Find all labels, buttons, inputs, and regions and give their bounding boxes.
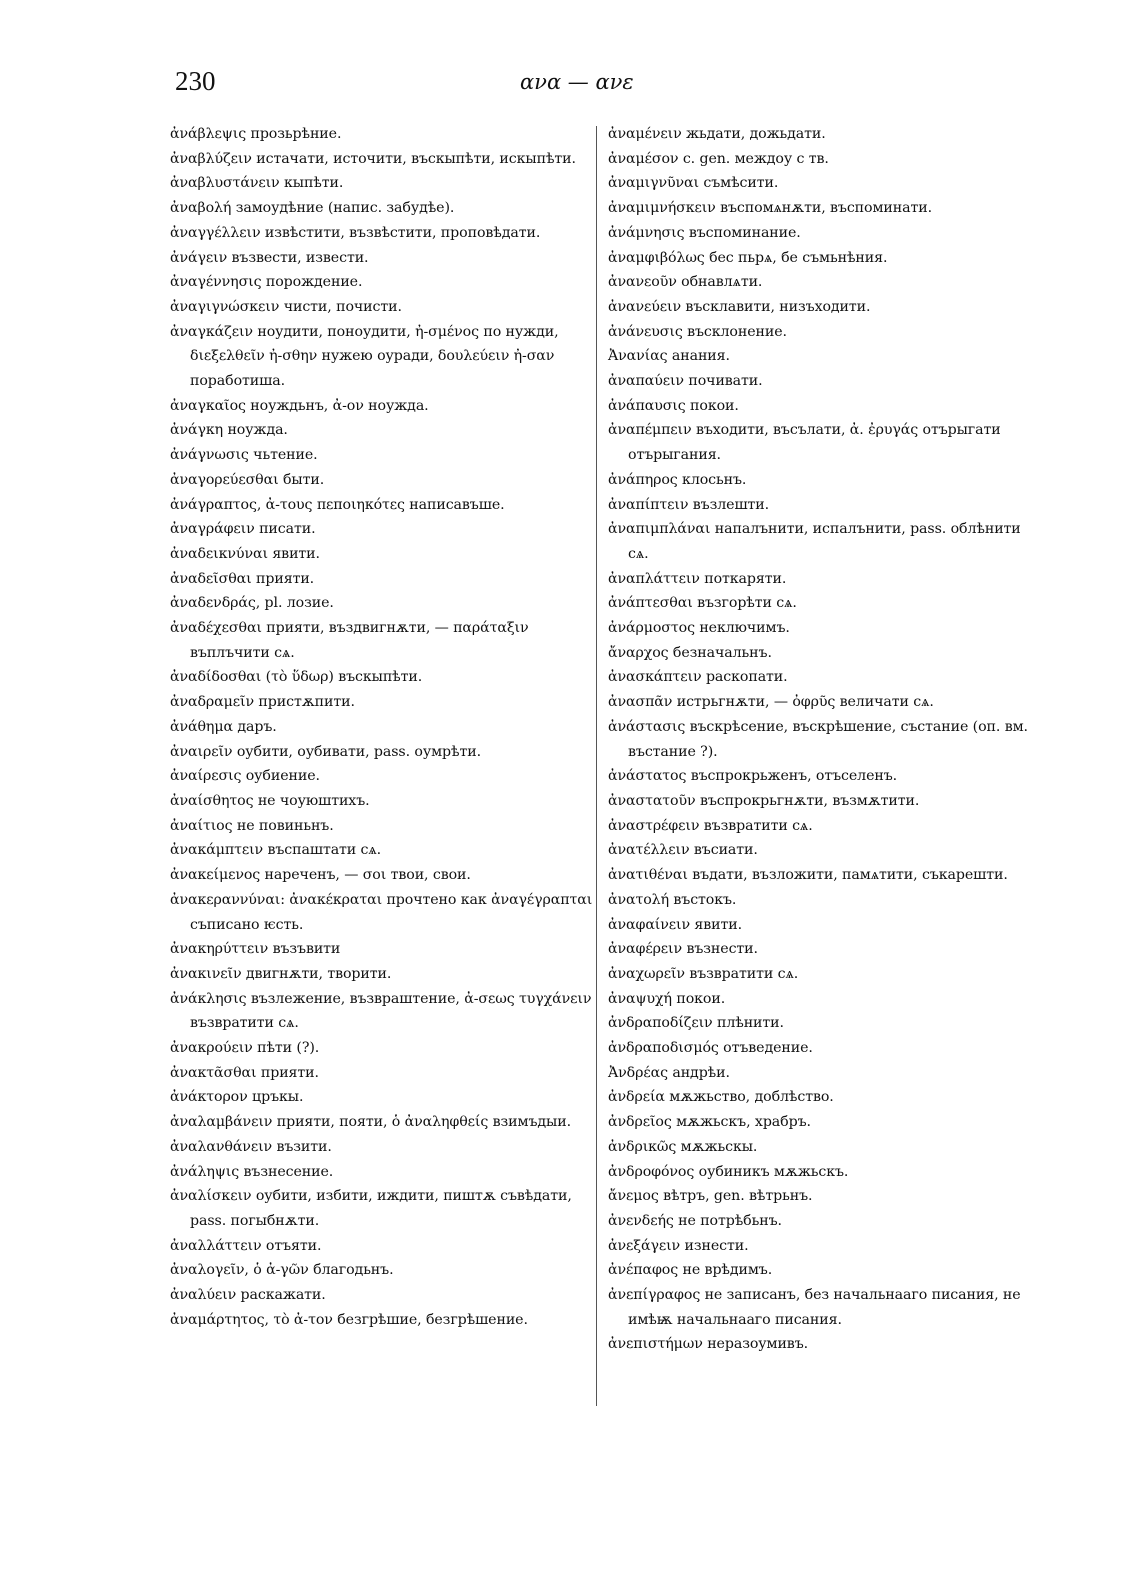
right-column [608,122,1033,1357]
dictionary-entry: ἀνάκλησις възлежение, възвраштение, ἀ-σεως τυγχάνειν възвратити сѧ. [170,990,592,1032]
dictionary-entry: ἀνάρμοστος неключимъ. [608,620,790,637]
dictionary-entry: ἀναδεῖσθαι прияти. [170,570,315,587]
dictionary-entry: ἀναπέμπειν въходити, въсълати, ἀ. ἐρυγάς отърыгати отърыгания. [608,422,1001,464]
dictionary-entry: ἀναμιμνήσκειν въспомѧнѫти, въспоминати. [608,200,932,217]
dictionary-entry: ἀναβλυστάνειν кыпѣти. [170,175,344,192]
dictionary-entry: ἀνασπᾶν истрьгнѫти, — ὀφρῦς величати сѧ. [608,694,934,711]
dictionary-entry: ἀνάγραπτος, ἀ-τους πεποιηκότες написавъше. [170,496,505,513]
dictionary-entry: ἀνάπαυσις покои. [608,397,739,414]
dictionary-entry: ἀνάγειν възвести, извести. [170,249,369,266]
dictionary-entry: ἀνατολή въстокъ. [608,891,737,908]
dictionary-entry: ἀναδεικνύναι явити. [170,545,320,562]
dictionary-entry: ἀνάληψις възнесение. [170,1163,334,1180]
left-column [170,122,595,1332]
dictionary-entry: ἀναδέχεσθαι прияти, въздвигнѫти, — παράταξιν въплъчити сѧ. [170,620,529,661]
dictionary-entry: ἀνακηρύττειν възъвити [170,941,341,958]
dictionary-entry: Ἀνανίας анания. [608,348,730,365]
dictionary-entry: ἀνδρικῶς мѫжьскы. [608,1138,758,1155]
dictionary-entry: ἀναγιγνώσκειν чисти, почисти. [170,298,402,315]
dictionary-entry: ἀνάπτεσθαι възгорѣти сѧ. [608,595,797,612]
dictionary-entry: ἀναγέννησις порождение. [170,274,363,291]
dictionary-entry: ἀναμέσον c. gen. междоу с тв. [608,150,829,167]
dictionary-entry: ἀνδρεία мѫжьство, доблѣство. [608,1089,834,1106]
dictionary-entry: ἀναπαύειν почивати. [608,373,763,390]
dictionary-entry: ἀναπλάττειν поткаряти. [608,570,787,587]
dictionary-entry: ἀναλλάττειν отъяти. [170,1237,322,1254]
dictionary-entry: ἀναλύειν раскажати. [170,1287,326,1304]
dictionary-entry: ἀναμφιβόλως бес пьрѧ, бе съмьнѣния. [608,249,888,266]
dictionary-entry: ἀνατέλλειν въсиати. [608,842,758,859]
dictionary-entry: ἀνακάμπτειν въспаштати сѧ. [170,842,382,859]
dictionary-entry: ἀναμένειν жьдати, дожьдати. [608,126,826,142]
dictionary-entry: ἀναγράφειν писати. [170,521,316,538]
dictionary-entry: ἄναρχος безначальнъ. [608,644,772,661]
dictionary-entry: ἀναμάρτητος, τὸ ἀ-τον безгрѣшие, безгрѣшение. [170,1311,528,1328]
dictionary-entry: ἀνδραποδισμός отъведение. [608,1040,813,1057]
dictionary-entry: ἀνάγνωσις чьтение. [170,447,318,464]
dictionary-entry: ἀνακτᾶσθαι прияти. [170,1064,319,1081]
page-number: 230 [175,66,216,96]
dictionary-entry: ἀνακείμενος нареченъ, — σοι твои, свои. [170,867,471,884]
dictionary-entry: ἀνάστατος въспрокрьженъ, отъселенъ. [608,768,898,785]
dictionary-entry: ἀνάστασις въскрѣсение, въскрѣшение, състание (оп. вм. въстание ?). [608,718,1028,760]
dictionary-entry: ἀναλανθάνειν възити. [170,1138,332,1155]
dictionary-entry: ἀνδρεῖος мѫжьскъ, храбръ. [608,1114,811,1131]
dictionary-entry: ἀνανεύειν въсклавити, низъходити. [608,298,871,315]
dictionary-entry: ἀναβολή замоудѣние (напис. забудѣе). [170,200,455,217]
dictionary-entry: ἀνακινεῖν двигнѫти, творити. [170,965,392,982]
dictionary-entry: ἀνάβλεψις прозьрѣние. [170,126,342,142]
dictionary-entry: ἀναμιγνῦναι съмѣсити. [608,175,779,192]
dictionary-entry: ἀνανεοῦν обнавлѧти. [608,274,763,291]
dictionary-entry: ἀναγγέλλειν извѣстити, възвѣстити, проповѣдати. [170,224,541,241]
dictionary-entry: ἀνέπαφος не врѣдимъ. [608,1262,773,1279]
dictionary-entry: ἀνακεραννύναι: ἀνακέκραται прочтено как ἀναγέγραπται съписано ѥсть. [170,891,593,933]
dictionary-entry: ἀναχωρεῖν възвратити сѧ. [608,965,799,982]
dictionary-entry: ἀναψυχή покои. [608,990,726,1007]
dictionary-entry: ἀνεπίγραφος не записанъ, без начальнааго писания, не имѣѭ начальнааго писания. [608,1287,1021,1328]
dictionary-entry: ἀνεξάγειν изнести. [608,1237,749,1254]
dictionary-entry: ἀναίρεσις оубиение. [170,768,320,785]
column-divider [596,126,597,1406]
dictionary-entry: ἀνατιθέναι въдати, възложити, памѧтити, съкарешти. [608,867,1008,884]
dictionary-entry: ἀναφαίνειν явити. [608,916,743,933]
dictionary-entry: ἀναφέρειν възнести. [608,941,758,958]
dictionary-entry: ἀναίτιος не повиньнъ. [170,817,334,834]
dictionary-entry: ἀναλίσκειν оубити, избити, иждити, пиштѫ съвѣдати, pass. погыбнѫти. [170,1188,572,1229]
dictionary-entry: ἀνάκτορον цръкы. [170,1089,304,1106]
dictionary-entry: ἀναδραμεῖν пристѫпити. [170,694,355,711]
dictionary-entry: ἀναλαμβάνειν прияти, пояти, ὁ ἀναληφθείς взимъдыи. [170,1114,571,1131]
dictionary-entry: ἀνάνευσις въсклонение. [608,323,787,340]
dictionary-entry: ἀνακρούειν пѣти (?). [170,1040,320,1057]
dictionary-entry: ἀναπιμπλάναι напалънити, испалънити, pass. облѣнити сѧ. [608,521,1021,562]
running-head: ανα — ανε [520,70,634,94]
dictionary-entry: ἀναγκαῖος ноуждьнъ, ἀ-ον ноужда. [170,397,429,414]
dictionary-entry: ἀναστατοῦν въспрокрьгнѫти, възмѫтити. [608,792,920,809]
dictionary-entry: ἀνδραποδίζειν плѣнити. [608,1015,784,1032]
dictionary-entry: ἀνάθημα даръ. [170,718,277,735]
dictionary-entry: ἀναδίδοσθαι (τὸ ὕδωρ) въскыпѣти. [170,669,423,686]
dictionary-entry: ἀνδροφόνος оубиникъ мѫжьскъ. [608,1163,849,1180]
dictionary-entry: ἄνεμος вѣтръ, gen. вѣтрьнъ. [608,1188,813,1205]
dictionary-entry: ἀνενδεής не потрѣбьнъ. [608,1212,782,1229]
dictionary-entry: ἀναγορεύεσθαι быти. [170,471,325,488]
dictionary-entry: Ἀνδρέας андрѣи. [608,1064,730,1081]
dictionary-entry: ἀναγκάζειν ноудити, поноудити, ἠ-σμένος по нужди, διεξελθεῖν ἠ-σθην нужею оуради, δουλεύειν ἠ-σαν поработиша. [170,323,559,390]
dictionary-entry: ἀναπίπτειν възлешти. [608,496,770,513]
dictionary-entry: ἀναδενδράς, pl. лозие. [170,595,334,612]
dictionary-entry: ἀναστρέφειν възвратити сѧ. [608,817,813,834]
dictionary-entry: ἀναιρεῖν оубити, оубивати, pass. оумрѣти. [170,743,482,760]
dictionary-entry: ἀνεπιστήμων неразоумивъ. [608,1336,809,1353]
dictionary-entry: ἀνασκάπτειν раскопати. [608,669,788,686]
dictionary-entry: ἀναβλύζειν истачати, источити, въскыпѣти, искыпѣти. [170,150,576,167]
dictionary-entry: ἀναίσθητος не чоуюштихъ. [170,792,370,809]
dictionary-entry: ἀνάγκη ноужда. [170,422,288,439]
dictionary-entry: ἀνάπηρος клосьнъ. [608,471,747,488]
dictionary-entry: ἀνάμνησις въспоминание. [608,224,801,241]
dictionary-entry: ἀναλογεῖν, ὁ ἀ-γῶν благодьнъ. [170,1262,394,1279]
